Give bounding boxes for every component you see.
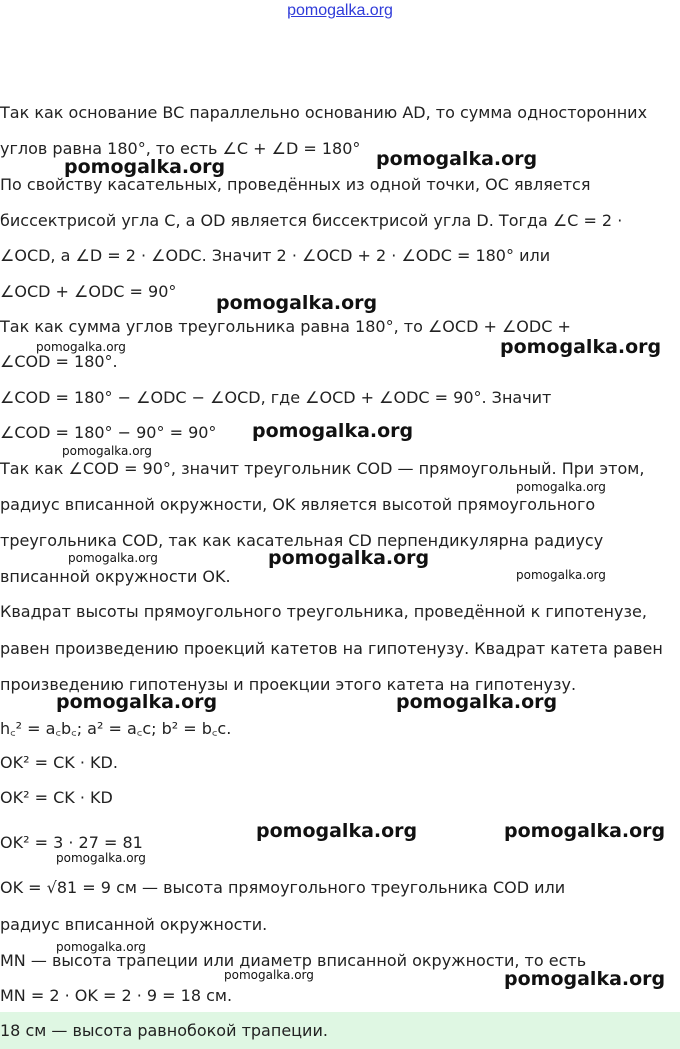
text-line-9: ∠COD = 180° − ∠ODC − ∠OCD, где ∠OCD + ∠ODC = 90°. Значит	[0, 388, 552, 407]
text-line-4: биссектрисой угла C, а OD является биссектрисой угла D. Тогда ∠C = 2 ·	[0, 211, 623, 230]
text-line-14: вписанной окружности OK.	[0, 567, 231, 586]
watermark: pomogalka.org	[376, 148, 538, 170]
text-line-6: ∠OCD + ∠ODC = 90°	[0, 282, 177, 301]
watermark: pomogalka.org	[396, 691, 558, 713]
watermark: pomogalka.org	[62, 444, 152, 458]
text-line-18: OK = √81 = 9 см — высота прямоугольного треугольника COD или	[0, 878, 566, 897]
watermark: pomogalka.org	[500, 336, 662, 358]
text-line-10: ∠COD = 180° − 90° = 90°	[0, 423, 217, 442]
text-line-17: произведению гипотенузы и проекции этого катета на гипотенузу.	[0, 675, 577, 694]
watermark: pomogalka.org	[56, 851, 146, 865]
watermark: pomogalka.org	[516, 568, 606, 582]
formula-line-3: OK² = CK · KD	[0, 788, 113, 807]
answer-text: 18 см — высота равнобокой трапеции.	[0, 1021, 328, 1040]
text-line-19: радиус вписанной окружности.	[0, 915, 268, 934]
text-line-12: радиус вписанной окружности, OK является высотой прямоугольного	[0, 495, 596, 514]
formula-line-2: OK² = CK · KD.	[0, 753, 118, 772]
text-line-15: Квадрат высоты прямоугольного треугольника, проведённой к гипотенузе,	[0, 602, 647, 621]
text-line-7: Так как сумма углов треугольника равна 180°, то ∠OCD + ∠ODC +	[0, 317, 571, 336]
watermark: pomogalka.org	[36, 340, 126, 354]
watermark: pomogalka.org	[252, 420, 414, 442]
answer-box	[0, 1012, 680, 1049]
site-link[interactable]: pomogalka.org	[287, 2, 393, 19]
watermark: pomogalka.org	[56, 691, 218, 713]
text-line-20: MN — высота трапеции или диаметр вписанной окружности, то есть	[0, 951, 587, 970]
formula-line-4: OK² = 3 · 27 = 81	[0, 833, 143, 852]
watermark: pomogalka.org	[268, 547, 430, 569]
text-line-3: По свойству касательных, проведённых из одной точки, OC является	[0, 175, 591, 194]
watermark: pomogalka.org	[516, 480, 606, 494]
text-line-1: Так как основание BC параллельно основанию AD, то сумма односторонних	[0, 103, 648, 122]
watermark: pomogalka.org	[64, 156, 226, 178]
text-line-16: равен произведению проекций катетов на гипотенузу. Квадрат катета равен	[0, 639, 663, 658]
text-line-21: MN = 2 · OK = 2 · 9 = 18 см.	[0, 986, 233, 1005]
watermark: pomogalka.org	[224, 968, 314, 982]
watermark: pomogalka.org	[256, 820, 418, 842]
watermark: pomogalka.org	[504, 820, 666, 842]
watermark: pomogalka.org	[216, 292, 378, 314]
text-line-5: ∠OCD, а ∠D = 2 · ∠ODC. Значит 2 · ∠OCD + 2 · ∠ODC = 180° или	[0, 246, 551, 265]
formula-line-1: h꜀² = a꜀b꜀; a² = a꜀c; b² = b꜀c.	[0, 719, 232, 738]
watermark: pomogalka.org	[56, 940, 146, 954]
text-line-2: углов равна 180°, то есть ∠C + ∠D = 180°	[0, 139, 361, 158]
watermark: pomogalka.org	[504, 968, 666, 990]
text-line-8: ∠COD = 180°.	[0, 352, 118, 371]
text-line-13: треугольника COD, так как касательная CD перпендикулярна радиусу	[0, 531, 604, 550]
watermark: pomogalka.org	[68, 551, 158, 565]
text-line-11: Так как ∠COD = 90°, значит треугольник COD — прямоугольный. При этом,	[0, 459, 645, 478]
